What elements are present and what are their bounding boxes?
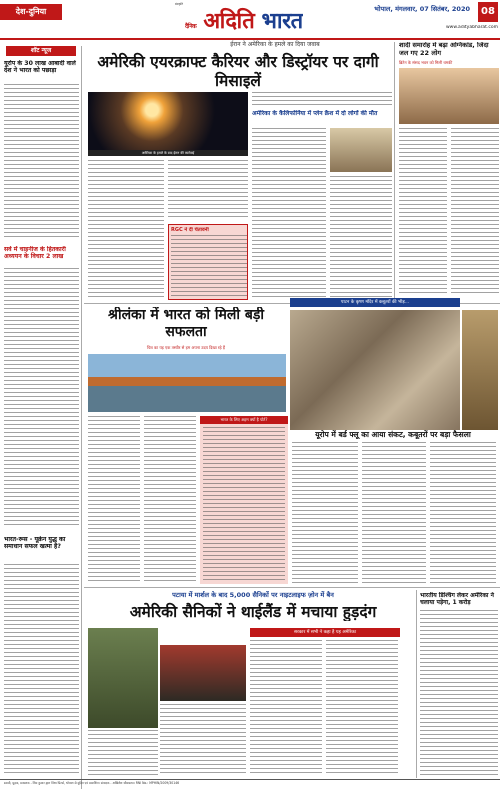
- br-article-body: [420, 610, 498, 776]
- pigeons-caption: पाटन के कृष्ण मंदिर में कबूतरों की भीड़...: [290, 298, 460, 307]
- page-number: 08: [478, 2, 498, 22]
- logo-suffix: भारत: [261, 8, 303, 32]
- left-column: [0, 46, 82, 789]
- newspaper-logo[interactable]: [175, 2, 340, 32]
- pigeons-headline[interactable]: यूरोप में बर्ड फ्लू का आया संकट, कबूतरों पर बड़ा फैसला: [315, 430, 471, 439]
- photo-temple: [462, 310, 498, 430]
- rgc-label: RGC ने दी चेतावनी: [171, 227, 209, 233]
- photo-pigeons: [290, 310, 460, 430]
- sl-article-col-2: [144, 416, 196, 584]
- cal-article-body: [252, 128, 326, 300]
- thailand-kicker: पटाया में मार्शल के बाद 5,000 सैनिकों पर नाइटलाइफ ज़ोन में बैन: [172, 591, 334, 599]
- main-article-col-1: [88, 160, 164, 300]
- photo-nightlife: [160, 645, 246, 701]
- right-article-col-1: [399, 128, 447, 296]
- photo-soldiers: [88, 628, 158, 728]
- divider-2: [84, 587, 500, 588]
- photo-jet-caption: अमेरिका के हमले के बाद ईरान की कार्रवाई: [88, 150, 248, 156]
- cal-article-body-2: [330, 176, 392, 300]
- th-article-body-3: [326, 640, 398, 776]
- website-link[interactable]: www.adityabharat.com: [446, 25, 498, 30]
- right-subheadline: ब्रिटेन के संसद भवन को मिली धमकी: [399, 60, 453, 65]
- cal-lead-text: [252, 92, 392, 108]
- left-article-1-body: [4, 84, 79, 240]
- dateline: भोपाल, मंगलवार, 07 सितंबर, 2020: [374, 5, 470, 13]
- pigeons-article-col-3: [430, 442, 496, 584]
- photo-port: [88, 354, 286, 412]
- logo-name: अदिति: [203, 8, 255, 32]
- thailand-headline[interactable]: अमेरिकी सैनिकों ने थाईलैंड में मचाया हुड़दंग: [129, 602, 377, 621]
- left-headline-1[interactable]: यूरोप के 30 लाख आबादी वाले देश ने भारत को पछाड़ा: [4, 60, 76, 74]
- shot-news-tag: शॉट न्यूज: [6, 46, 76, 56]
- right-column: [394, 42, 500, 302]
- pigeons-article-col-1: [292, 442, 358, 584]
- california-subheadline[interactable]: अमेरिका के कैलिफोर्निया में प्लेन क्रैश में दो लोगों की मौत: [252, 110, 378, 117]
- rgc-box: [168, 224, 248, 300]
- left-headline-3[interactable]: भारत-रूस - यूक्रेन युद्ध का समाधान सफल खत्मा है?: [4, 536, 66, 550]
- rgc-body: [171, 235, 247, 297]
- sri-lanka-subheadline: चित्र का यह एक तस्वीर से हम अपना उदय दिखा रहे हैं: [146, 345, 226, 350]
- logo-tagline: संस्कृति: [175, 2, 183, 6]
- right-article-col-2: [451, 128, 499, 296]
- sl-box-body: [203, 427, 285, 581]
- photo-missile-launch: [88, 92, 248, 152]
- th-article-body-1: [160, 704, 246, 776]
- right-headline[interactable]: शादी समारोह में बढ़ा अग्निकांड, जिंदा जल गए 22 लोग: [399, 42, 489, 57]
- main-headline[interactable]: अमेरिकी एयरक्राफ्ट कैरियर और डिस्ट्रॉयर पर दागी मिसाइलें: [97, 52, 379, 90]
- thailand-box-head: सरकार में सभी ने कहा है यह अमेरिका: [250, 628, 400, 637]
- logo-prefix: दैनिक: [185, 23, 197, 30]
- sri-lanka-headline[interactable]: श्रीलंका में भारत को मिली बड़ी सफलता: [108, 307, 264, 340]
- sl-info-box: [200, 416, 288, 584]
- top-kicker: ईरान ने अमेरिका के हमले का दिया जवाब: [230, 41, 320, 48]
- photo-official: [330, 128, 392, 172]
- left-headline-2[interactable]: सर्वे में चाइनीज के हितकारी अध्ययन के विचार 2 लाख: [4, 246, 66, 260]
- sl-box-head: भारत के लिए अहम क्यों है पोर्ट?: [200, 416, 288, 424]
- masthead: [0, 0, 500, 40]
- th-article-body-4: [88, 730, 158, 776]
- main-article-col-2: [168, 160, 248, 220]
- bottom-right-headline[interactable]: भारतीय डिश्चिंग लेकर अमेरिका ने चलाया पड़ेगा, 1 करोड़: [420, 592, 494, 606]
- th-article-body-2: [250, 640, 322, 776]
- divider-3: [416, 590, 417, 778]
- sl-article-col-1: [88, 416, 140, 584]
- pigeons-article-col-2: [362, 442, 426, 584]
- photo-wedding-fire: [399, 68, 499, 124]
- footer-imprint: स्वामी, मुद्रक, प्रकाशक - शिव कुमार द्वारा विंध्य प्रिंटर्स, भोपाल से मुद्रित एवं प्रकाशित। संपादक - अखिलेश श्रीवास्तव। RNI No.: MPHIN/2009/30146: [0, 779, 500, 789]
- section-tag: देश-दुनिया: [0, 4, 62, 20]
- left-article-2-body: [4, 268, 79, 528]
- logo-text: [185, 5, 303, 32]
- left-article-3-body: [4, 564, 79, 774]
